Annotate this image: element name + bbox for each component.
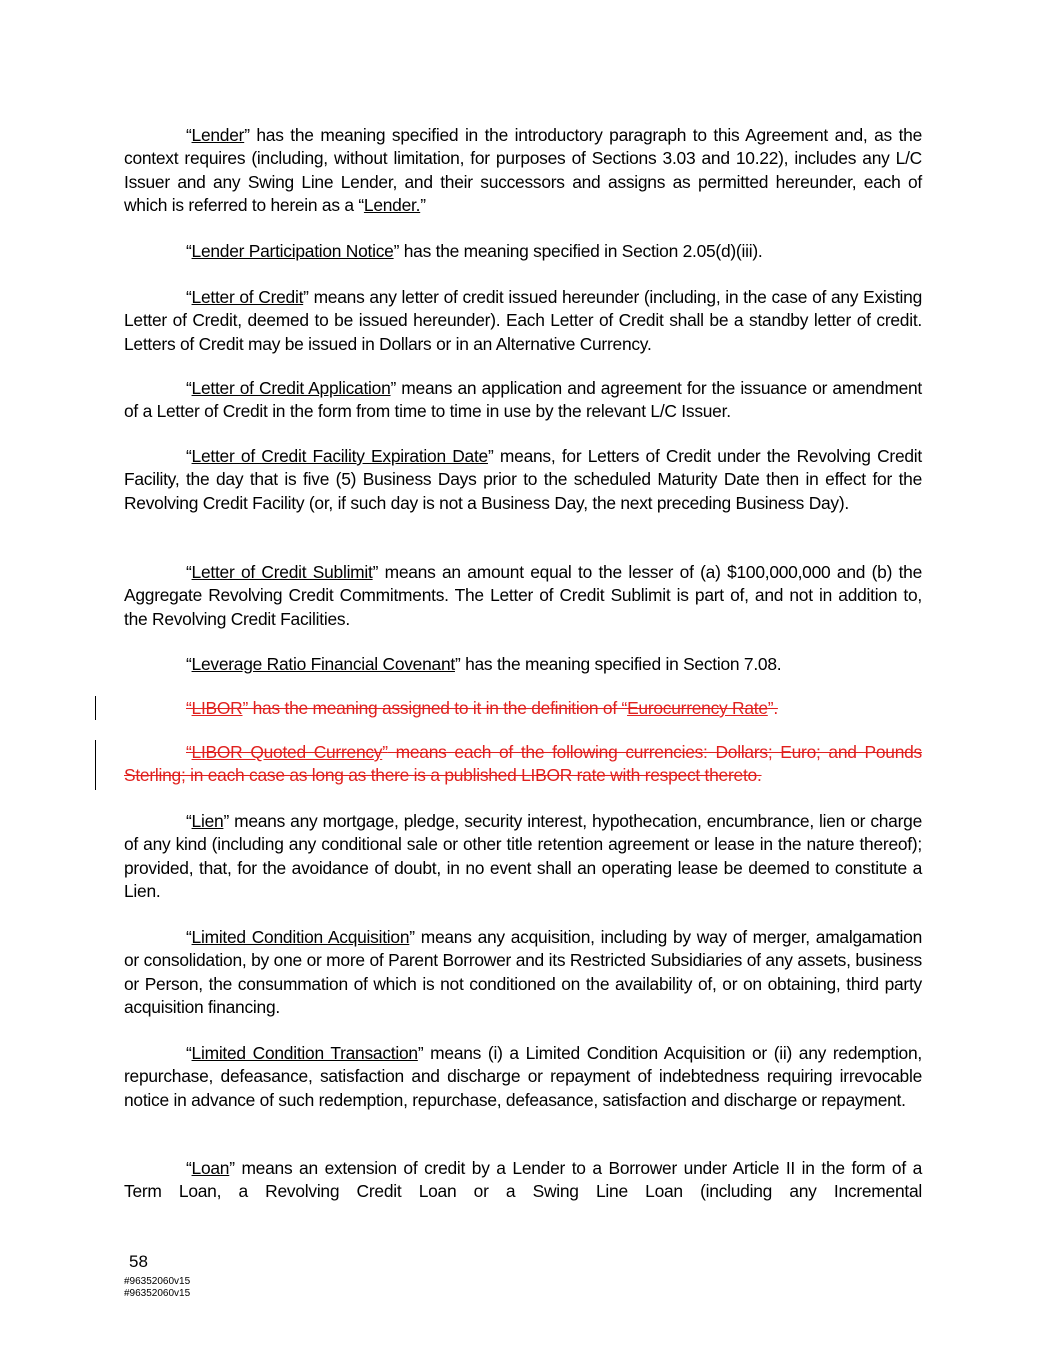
defined-term: Lender. xyxy=(363,194,421,215)
page-number: 58 xyxy=(129,1252,148,1271)
definition-libor-deleted: “LIBOR” has the meaning assigned to it in the definition of “Eurocurrency Rate”. xyxy=(186,698,778,718)
definition-loan: “Loan” means an extension of credit by a Lender to a Borrower under Article II in the form of a Term Loan, a Revolving Credit Loan or a Swing Line Loan (including any Incremental xyxy=(124,1158,922,1202)
defined-term: LIBOR Quoted Currency xyxy=(191,742,383,762)
defined-term: Letter of Credit Facility Expiration Date xyxy=(191,446,488,466)
change-bar xyxy=(95,740,96,790)
definition-limited-condition-transaction: “Limited Condition Transaction” means (i) a Limited Condition Acquisition or (ii) any redemption, repurchase, defeasance, satisfaction and discharge or repayment of indebtedness requiring irrevocable notice in advance of such redemption, repurchase, defeasance, satisfaction and discharge or repayment. xyxy=(124,1043,922,1110)
definition-letter-of-credit-application: “Letter of Credit Application” means an application and agreement for the issuance or amendment of a Letter of Credit in the form from time to time in use by the relevant L/C Issuer. xyxy=(124,378,922,422)
defined-term: Leverage Ratio Financial Covenant xyxy=(191,654,455,674)
definition-letter-of-credit-facility-expiration-date: “Letter of Credit Facility Expiration Date” means, for Letters of Credit under the Revolving Credit Facility, the day that is five (5) Business Days prior to the scheduled Maturity Date then in effect for the Revolving Credit Facility (or, if such day is not a Business Day, the next preceding Business Day). xyxy=(124,446,922,513)
definition-leverage-ratio-financial-covenant: “Leverage Ratio Financial Covenant” has the meaning specified in Section 7.08. xyxy=(186,654,782,674)
defined-term: Limited Condition Transaction xyxy=(191,1043,418,1063)
definition-lien: “Lien” means any mortgage, pledge, security interest, hypothecation, encumbrance, lien or charge of any kind (including any conditional sale or other title retention agreement or lease in the nature thereof); provided, that, for the avoidance of doubt, in no event shall an operating lease be deemed to constitute a Lien. xyxy=(124,811,922,901)
document-id: #96352060v15 xyxy=(124,1288,191,1299)
definition-libor-quoted-currency-deleted: “LIBOR Quoted Currency” means each of the following currencies: Dollars; Euro; and Pounds Sterling; in each case as long as there is a published LIBOR rate with respect thereto. xyxy=(124,742,923,786)
change-bar xyxy=(95,696,96,720)
document-id: #96352060v15 xyxy=(124,1276,191,1287)
defined-term: Letter of Credit Application xyxy=(191,378,391,398)
definition-lender: “Lender” has the meaning specified in the introductory paragraph to this Agreement and, as the context requires (including, without limitation, for purposes of Sections 3.03 and 10.22), includes any L/C Issuer and any Swing Line Lender, and their successors and assigns as permitted hereunder, each of which is referred to herein as a “Lender.” xyxy=(124,125,922,215)
definition-letter-of-credit: “Letter of Credit” means any letter of credit issued hereunder (including, in the case of any Existing Letter of Credit, deemed to be issued hereunder). Each Letter of Credit shall be a standby letter of credit. Letters of Credit may be issued in Dollars or in an Alternative Currency. xyxy=(124,287,922,354)
defined-term: Eurocurrency Rate xyxy=(627,698,768,718)
definition-limited-condition-acquisition: “Limited Condition Acquisition” means any acquisition, including by way of merger, amalgamation or consolidation, by one or more of Parent Borrower and its Restricted Subsidiaries of any assets, business or Person, the consummation of which is not conditioned on the availability of, or on obtaining, third party acquisition financing. xyxy=(124,927,923,1017)
defined-term: LIBOR xyxy=(191,698,243,718)
definition-letter-of-credit-sublimit: “Letter of Credit Sublimit” means an amount equal to the lesser of (a) $100,000,000 and (b) the Aggregate Revolving Credit Commitments. The Letter of Credit Sublimit is part of, and not in addition to, the Revolving Credit Facilities. xyxy=(124,562,922,629)
defined-term: Letter of Credit Sublimit xyxy=(191,562,373,582)
defined-term: Lien xyxy=(191,811,224,831)
defined-term: Limited Condition Acquisition xyxy=(191,927,410,947)
defined-term: Lender xyxy=(191,125,245,145)
defined-term: Lender Participation Notice xyxy=(191,241,394,261)
defined-term: Loan xyxy=(191,1158,230,1178)
definition-lender-participation-notice: “Lender Participation Notice” has the meaning specified in Section 2.05(d)(iii). xyxy=(186,241,763,261)
defined-term: Letter of Credit xyxy=(191,287,304,307)
